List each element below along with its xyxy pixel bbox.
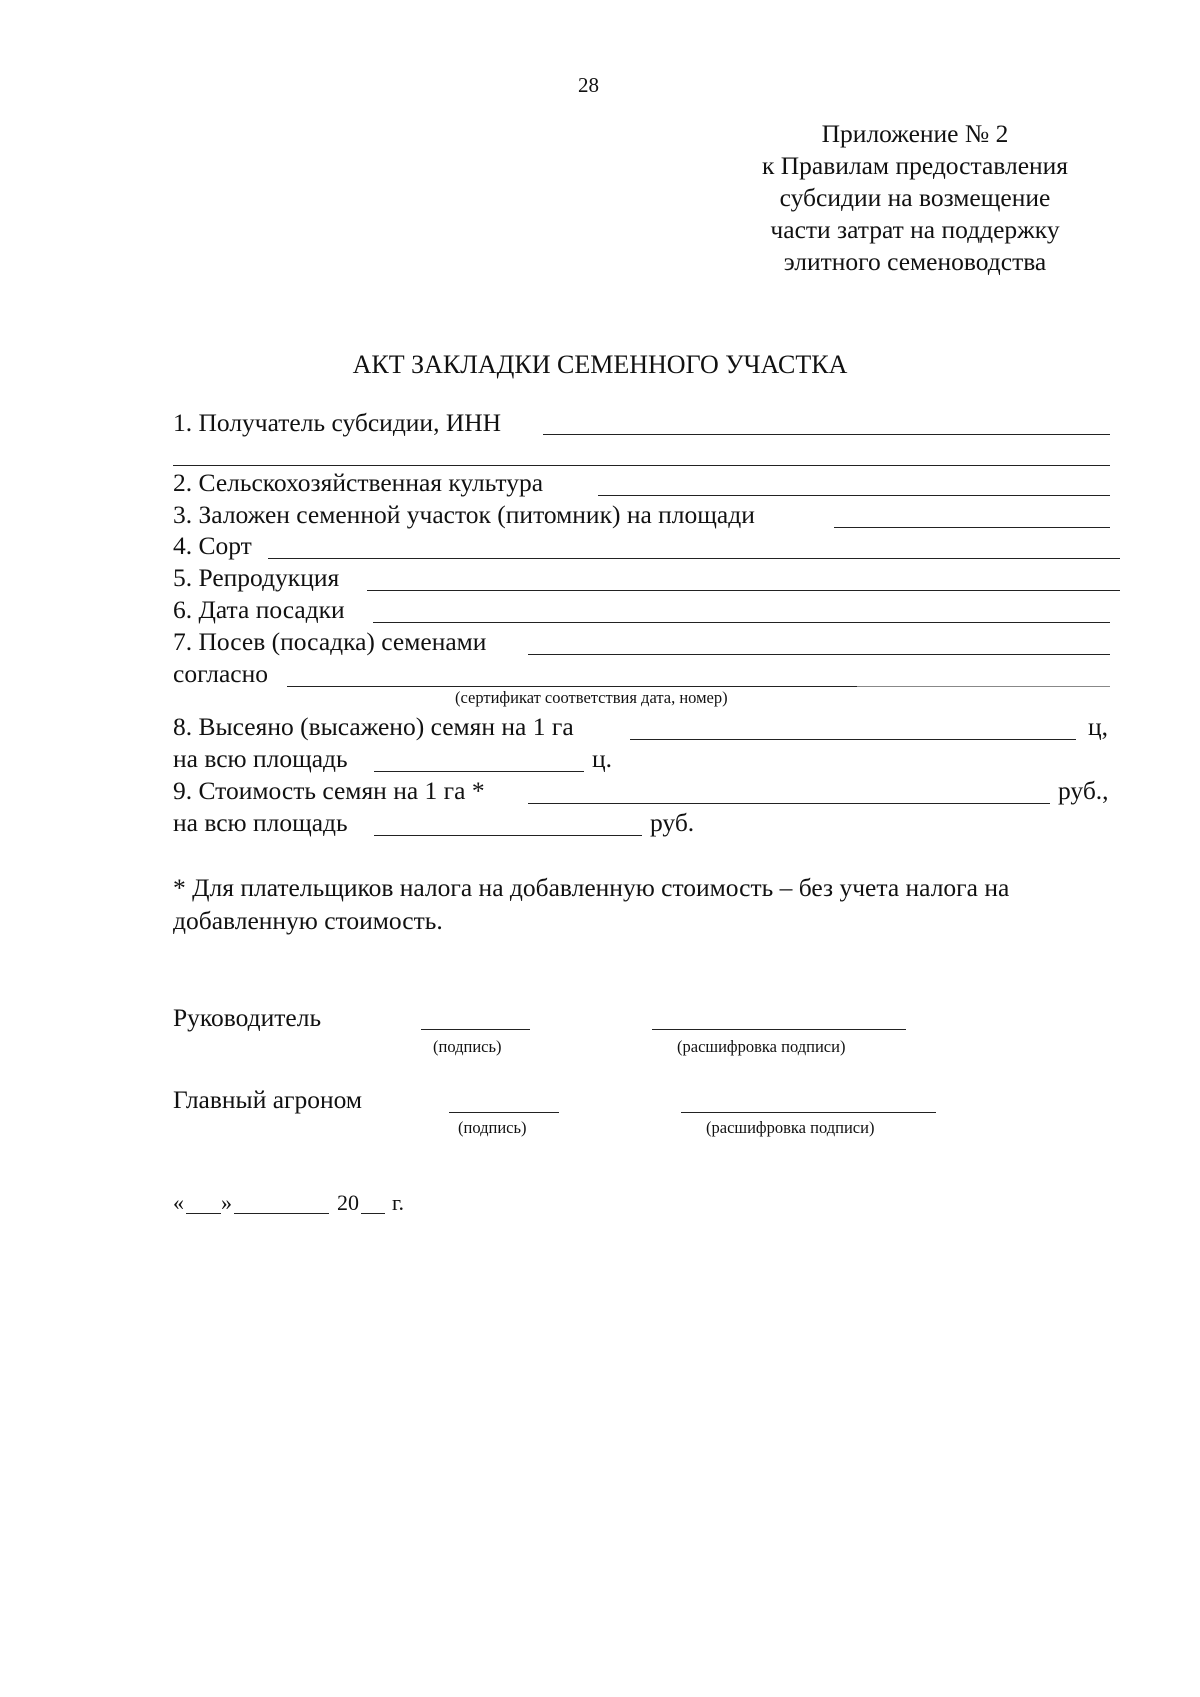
field-cost-label: 9. Стоимость семян на 1 га *	[173, 776, 485, 805]
field-recipient-line[interactable]	[543, 434, 1110, 435]
appendix-line-2: к Правилам предоставления	[761, 151, 1069, 180]
field-recipient-label: 1. Получатель субсидии, ИНН	[173, 408, 502, 437]
certificate-hint: (сертификат соответствия дата, номер)	[455, 688, 728, 707]
field-total-area-line[interactable]	[374, 771, 584, 772]
appendix-line-5: элитного семеноводства	[783, 247, 1047, 276]
field-variety-line[interactable]	[268, 558, 1120, 559]
field-planting-date-label: 6. Дата посадки	[173, 595, 345, 624]
field-seeded-label: 8. Высеяно (высажено) семян на 1 га	[173, 712, 574, 741]
field-crop-line[interactable]	[598, 495, 1110, 496]
field-cost-line[interactable]	[528, 803, 1050, 804]
date-month-line[interactable]	[234, 1213, 329, 1214]
field-reproduction-line[interactable]	[367, 590, 1120, 591]
signature-agronomist-label: Главный агроном	[173, 1085, 363, 1114]
field-total-cost-label: на всю площадь	[173, 808, 348, 837]
field-seeded-unit: ц,	[1088, 712, 1109, 741]
signature-head-label: Руководитель	[173, 1003, 322, 1032]
field-recipient-line-2[interactable]	[173, 465, 1110, 466]
field-according-label: согласно	[173, 659, 268, 688]
field-crop-label: 2. Сельскохозяйственная культура	[173, 468, 544, 497]
field-total-area-unit: ц.	[592, 744, 613, 773]
date-year-line[interactable]	[361, 1213, 385, 1214]
field-reproduction-label: 5. Репродукция	[173, 563, 340, 592]
field-according-line-extension	[857, 686, 1110, 687]
date-year-suffix: г.	[392, 1190, 405, 1215]
field-cost-unit: руб.,	[1058, 776, 1109, 805]
field-variety-label: 4. Сорт	[173, 531, 252, 560]
signature-head-line[interactable]	[421, 1029, 530, 1030]
field-planting-date-line[interactable]	[373, 622, 1110, 623]
field-total-cost-unit: руб.	[650, 808, 695, 837]
appendix-line-4: части затрат на поддержку	[770, 215, 1060, 244]
field-sowing-label: 7. Посев (посадка) семенами	[173, 627, 487, 656]
date-open-quote: «	[173, 1190, 184, 1215]
signature-head-decode-line[interactable]	[652, 1029, 906, 1030]
page-number: 28	[578, 73, 599, 97]
footnote: * Для плательщиков налога на добавленную стоимость – без учета налога на добавленную стоимость.	[173, 873, 1010, 935]
signature-agronomist-line[interactable]	[449, 1112, 559, 1113]
signature-agronomist-hint: (подпись)	[458, 1118, 527, 1137]
signature-agronomist-decode-hint: (расшифровка подписи)	[706, 1118, 875, 1137]
appendix-line-3: субсидии на возмещение	[779, 183, 1051, 212]
field-total-area-label: на всю площадь	[173, 744, 348, 773]
signature-head-hint: (подпись)	[433, 1037, 502, 1056]
signature-head-decode-hint: (расшифровка подписи)	[677, 1037, 846, 1056]
document-title: АКТ ЗАКЛАДКИ СЕМЕННОГО УЧАСТКА	[352, 350, 848, 379]
field-plot-area-line[interactable]	[834, 527, 1110, 528]
field-total-cost-line[interactable]	[374, 835, 642, 836]
field-according-line[interactable]	[287, 686, 857, 687]
field-sowing-line[interactable]	[528, 654, 1110, 655]
appendix-line-1: Приложение № 2	[821, 119, 1009, 148]
signature-agronomist-decode-line[interactable]	[681, 1112, 936, 1113]
date-year-prefix: 20	[337, 1190, 359, 1215]
field-plot-area-label: 3. Заложен семенной участок (питомник) на площади	[173, 500, 755, 529]
date-close-quote: »	[221, 1190, 232, 1215]
field-seeded-line[interactable]	[630, 739, 1076, 740]
date-day-line[interactable]	[186, 1213, 221, 1214]
